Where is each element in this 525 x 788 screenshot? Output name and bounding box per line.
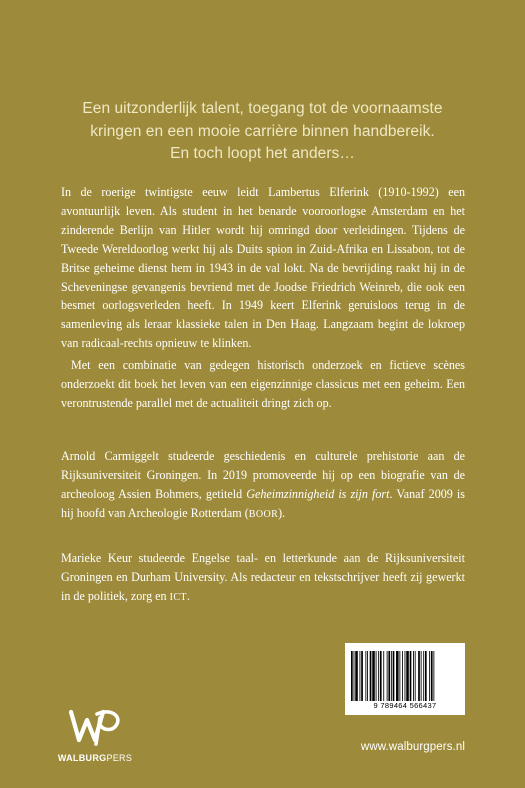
barcode-bar bbox=[418, 651, 420, 701]
barcode-bar bbox=[383, 651, 384, 701]
barcode-bar bbox=[393, 651, 395, 701]
barcode-bar bbox=[429, 651, 430, 701]
barcode-bar bbox=[354, 651, 355, 701]
publisher-website: www.walburgpers.nl bbox=[360, 741, 465, 753]
barcode-bar bbox=[376, 651, 377, 701]
barcode-bar bbox=[380, 651, 382, 701]
isbn-barcode bbox=[345, 643, 465, 715]
barcode-bar bbox=[413, 651, 414, 701]
barcode-bar bbox=[355, 651, 358, 701]
blurb-paragraph-2: Met een combinatie van gedegen historisch onderzoek en fictieve scènes onderzoekt dit boek het leven van een eigenzinnige classicus met een geheim. Een verontrustende parallel met de actualiteit dringt zich op. bbox=[61, 358, 465, 410]
barcode-bar bbox=[399, 651, 400, 701]
author-bio-keur bbox=[61, 549, 465, 608]
barcode-bars bbox=[351, 651, 459, 701]
author-name: Marieke Keur bbox=[61, 551, 133, 565]
barcode-bar bbox=[370, 651, 372, 701]
bio-text: studeerde geschiedenis en culturele prehistorie aan de Rijksuniversiteit Groningen. In 2019 promoveerde hij op een biografie van de archeoloog Assien Bohmers, getiteld bbox=[61, 449, 465, 501]
acronym: BOOR bbox=[248, 508, 279, 520]
bio-text: studeerde Engelse taal- en letterkunde aan de Rijksuniversiteit Groningen en Durham University. Als redacteur en tekstschrijver heeft zij gewerkt in de politiek, zorg en bbox=[61, 551, 465, 603]
barcode-bar bbox=[378, 651, 379, 701]
bio-text: . Vanaf 2009 is hij hoofd van Archeologie Rotterdam ( bbox=[61, 486, 465, 520]
author-bio-carmiggelt bbox=[61, 447, 465, 525]
publisher-logo bbox=[55, 706, 135, 768]
bio-text: ). bbox=[278, 505, 286, 520]
barcode-bar bbox=[405, 651, 406, 701]
bio-text: . bbox=[186, 588, 190, 603]
barcode-bar bbox=[406, 651, 409, 701]
tagline-line-1: Een uitzonderlijk talent, toegang tot de voornaamste bbox=[82, 100, 443, 117]
barcode-bar bbox=[423, 651, 424, 701]
acronym: ICT bbox=[169, 591, 187, 603]
barcode-bar bbox=[387, 651, 388, 701]
barcode-bar bbox=[410, 651, 412, 701]
barcode-bar bbox=[367, 651, 368, 701]
barcode-bar bbox=[431, 651, 433, 701]
tagline-line-2: kringen en een mooie carrière binnen handbereik. bbox=[90, 122, 435, 140]
barcode-bar bbox=[388, 651, 390, 701]
author-name: Arnold Carmiggelt bbox=[61, 449, 159, 463]
barcode-bar bbox=[433, 651, 434, 701]
barcode-bar bbox=[351, 651, 353, 701]
isbn-number: 9 789464 566437 bbox=[373, 701, 437, 710]
tagline bbox=[0, 98, 525, 166]
barcode-bar bbox=[391, 651, 392, 701]
barcode-bar bbox=[360, 651, 361, 701]
barcode-bar bbox=[361, 651, 363, 701]
walburg-pers-logo-icon bbox=[67, 706, 123, 748]
barcode-bar bbox=[421, 651, 422, 701]
book-title: Geheimzinnigheid is zijn fort bbox=[246, 486, 390, 501]
barcode-bar bbox=[415, 651, 416, 701]
barcode-bar bbox=[425, 651, 427, 701]
barcode-bar bbox=[365, 651, 366, 701]
publisher-name: WALBURGPERS bbox=[57, 753, 133, 763]
blurb-paragraph-1: In de roerige twintigste eeuw leidt Lambertus Elferink (1910-1992) een avontuurlijk leven. Als student in het benarde vooroorlogse Amsterdam en het zinderende Berlijn van Hitler wordt hij omringd door verleidingen. Tijdens de Tweede Wereldoorlog werkt hij als Duits spion in Zuid-Afrika en Lissabon, tot de Britse geheime dienst hem in 1943 in de val lokt. Na de bevrijding raakt hij in de Scheveningse gevangenis bevriend met de Joodse Friedrich Weinreb, die ook een besmet oorlogsverleden heeft. In 1949 keert Elferink geruisloos terug in de samenleving als leraar klassieke talen in Den Haag. Langzaam begint de lokroep van radicaal-rechts opnieuw te klinken. bbox=[61, 185, 465, 351]
tagline-line-3: En toch loopt het anders… bbox=[170, 145, 355, 162]
barcode-bar bbox=[396, 651, 399, 701]
barcode-bar bbox=[372, 651, 375, 701]
barcode-bar bbox=[402, 651, 403, 701]
